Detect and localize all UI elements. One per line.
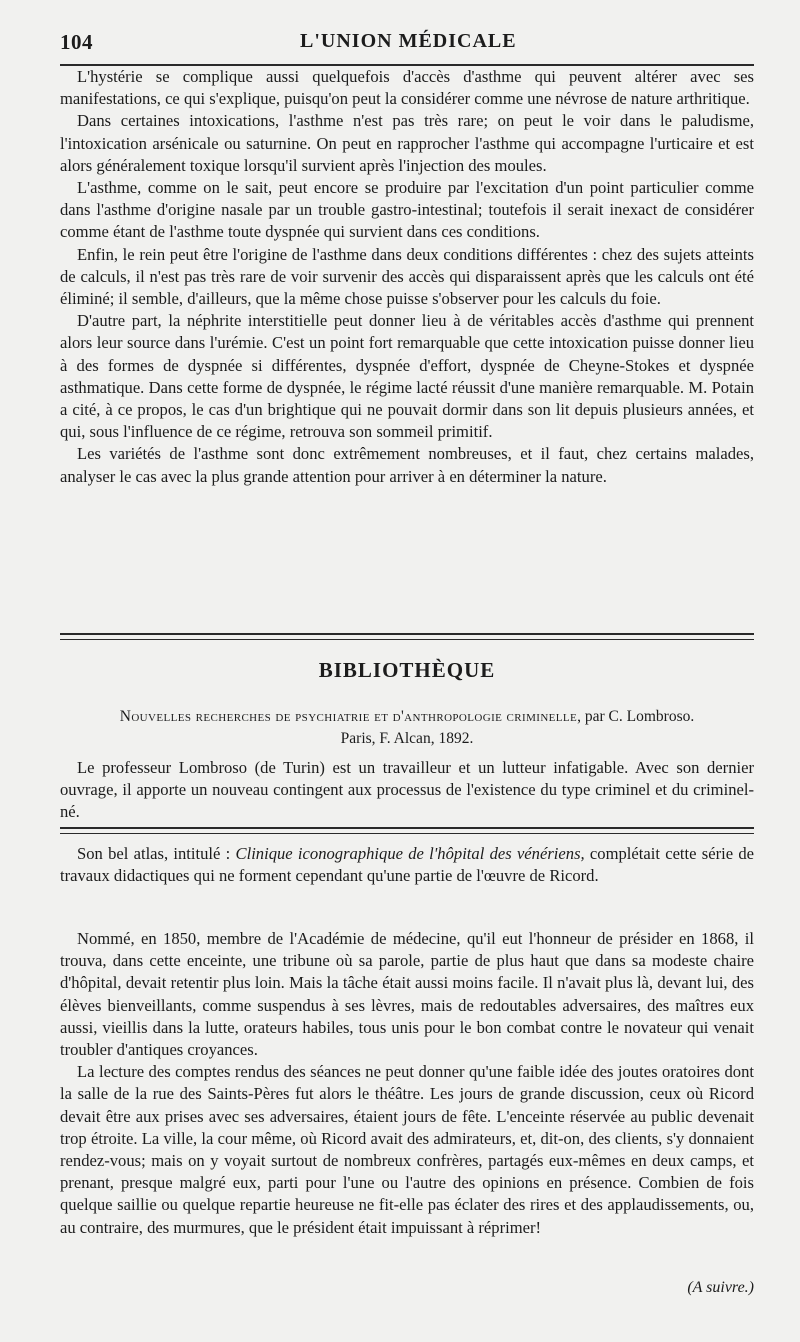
ricord-text: complétait cette série de travaux didactiques qui ne forment cependant qu'une partie de l'œuvre de Ricord. [60, 844, 754, 886]
section-divider [60, 827, 754, 834]
book-title: Nouvelles recherches de psychiatrie et d'anthropologie criminelle [119, 708, 578, 725]
ricord-intro [60, 843, 754, 887]
article-paragraph: Les variétés de l'asthme sont donc extrêmement nombreuses, et il faut, chez certains malades, analyser le cas avec la plus grande attention pour arriver à en déterminer la nature. [60, 444, 754, 486]
article-paragraph: Dans certaines intoxications, l'asthme n'est pas très rare; on peut le voir dans le paludisme, l'intoxication arsénicale ou saturnine. On peut en rapprocher l'asthme qui accompagne l'urticaire et est alors généralement toxique lorsqu'il survient après l'injection des moules. [60, 111, 754, 175]
article-paragraph: Enfin, le rein peut être l'origine de l'asthme dans deux conditions différentes : chez des sujets atteints de calculs, il n'est pas très rare de voir survenir des accès qui disparaissent après que les calculs ont été éliminé; il semble, d'ailleurs, que la même chose puisse s'observer pour les calculs du foie. [60, 244, 754, 309]
article-paragraph: D'autre part, la néphrite interstitielle peut donner lieu à de véritables accès d'asthme qui prennent alors leur source dans l'urémie. C'est un point fort remarquable que cette intoxication puisse donner lieu à des formes de dyspnée si différentes, dyspnée d'effort, dyspnée de Cheyne-Stokes et dyspnée asthmatique. Dans cette forme de dyspnée, le régime lacté réussit d'une manière remarquable. M. Potain a cité, à ce propos, le cas d'un brightique qui ne pouvait dormir dans son lit depuis plusieurs années, et qui, sous l'influence de ce régime, retrouva son sommeil primitif. [60, 311, 754, 442]
page-header [60, 26, 754, 58]
review-body [60, 757, 754, 824]
page-number: 104 [60, 30, 93, 54]
atlas-title: Clinique iconographique de l'hôpital des vénériens, [235, 844, 585, 863]
section-divider [60, 633, 754, 640]
ricord-text: Son bel atlas, intitulé : [77, 844, 236, 863]
article-paragraph: L'hystérie se complique aussi quelquefois d'accès d'asthme qui peuvent altérer avec ses manifestations, ce qui s'explique, puisqu'on peut la considérer comme une névrose de nature arthritique. [60, 67, 754, 109]
ricord-paragraph: Nommé, en 1850, membre de l'Académie de médecine, qu'il eut l'honneur de présider en 1868, il trouva, dans cette enceinte, une tribune où sa parole, partie de plus haut que dans sa modeste chaire d'hôpital, devait retentir plus loin. Mais la tâche était aussi moins facile. Il n'avait plus là, devant lui, des élèves bienveillants, comme suspendus à ses lèvres, mais de redoutables adversaires, des maîtres eux aussi, vieillis dans la lutte, orateurs habiles, tous unis pour le bon combat contre le novateur qui venait troubler d'antiques croyances. [60, 929, 754, 1060]
ricord-paragraph [60, 843, 754, 887]
continued-note: (A suivre.) [687, 1279, 754, 1296]
ricord-paragraph: La lecture des comptes rendus des séances ne peut donner qu'une faible idée des joutes oratoires dont la salle de la rue des Saints-Pères fut alors le théâtre. Les jours de grande discussion, ceux où Ricord devait être aux prises avec ses adversaires, étaient jours de fête. L'enceinte réservée au public devenait trop étroite. La ville, la cour même, où Ricord avait des admirateurs, et, dit-on, des clients, s'y donnaient rendez-vous; mais on y voyait surtout de nombreux confrères, partagés eux-mêmes en deux camps, et prenant, presque malgré eux, parti pour l'une ou l'autre des opinions en présence. Combien de fois quelque saillie ou quelque repartie heureuse ne fit-elle pas éclater des rires et des applaudissements, ou, au contraire, des murmures, que le président était impuissant à réprimer! [60, 1062, 754, 1237]
article-paragraph: L'asthme, comme on le sait, peut encore se produire par l'excitation d'un point particulier comme dans l'asthme d'origine nasale par un trouble gastro-intestinal; toutefois il serait inexact de considérer comme étant de l'asthme toute dyspnée qui survient dans ces conditions. [60, 178, 754, 242]
book-publisher: Paris, F. Alcan, 1892. [340, 730, 474, 747]
section-heading: BIBLIOTHÈQUE [318, 658, 496, 682]
review-paragraph: Le professeur Lombroso (de Turin) est un travailleur et un lutteur infatigable. Avec son dernier ouvrage, il apporte un nouveau contingent aux processus de l'existence du type criminel et du criminel-né. [60, 758, 754, 822]
book-reference: Nouvelles recherches de psychiatrie et d'anthropologie criminelle, par C. Lombroso. Paris, F. Alcan, 1892. [119, 708, 695, 747]
book-author: par C. Lombroso. [584, 708, 695, 725]
article-body [60, 66, 754, 488]
ricord-body [60, 928, 754, 1239]
journal-title: L'UNION MÉDICALE [300, 30, 517, 52]
